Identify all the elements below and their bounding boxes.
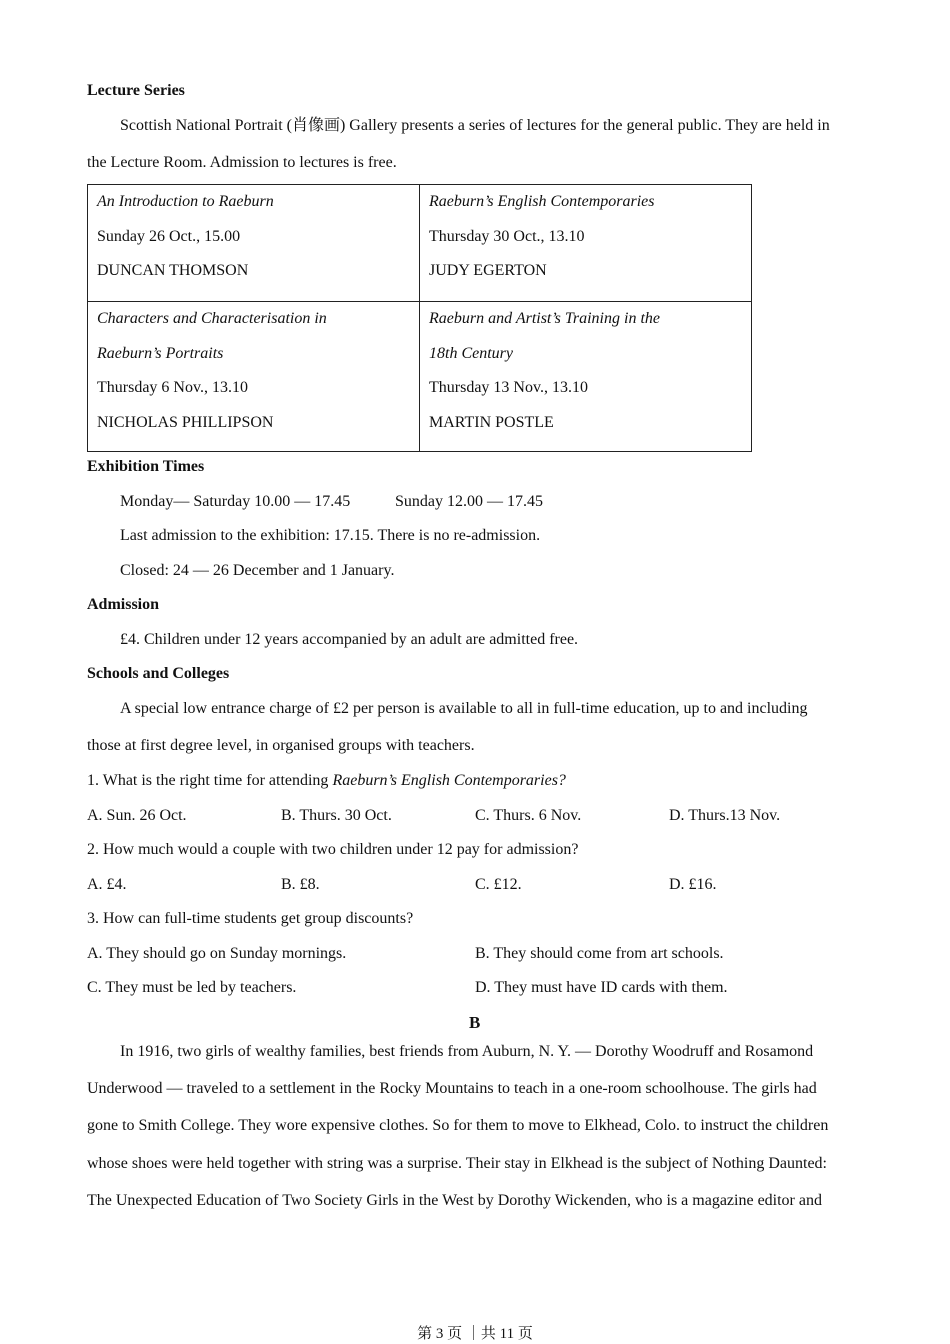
question-italic-title: Raeburn’s English Contemporaries? xyxy=(332,772,566,789)
q1-option-a: A. Sun. 26 Oct. xyxy=(87,807,187,824)
lecture-title: Raeburn’s English Contemporaries xyxy=(429,193,655,210)
section-b-line-3: gone to Smith College. They wore expensive clothes. So for them to move to Elkhead, Colo. to instruct the children xyxy=(87,1117,829,1134)
q2-option-b: B. £8. xyxy=(281,876,320,893)
lecture-cell xyxy=(420,302,752,452)
exhibition-times-heading: Exhibition Times xyxy=(87,458,205,475)
schools-line-2: those at first degree level, in organised groups with teachers. xyxy=(87,737,475,754)
lecture-intro-line-1: Scottish National Portrait (肖像画) Gallery presents a series of lectures for the general public. They are held in xyxy=(120,117,830,134)
section-b-line-2: Underwood — traveled to a settlement in the Rocky Mountains to teach in a one-room schoolhouse. The girls had xyxy=(87,1080,817,1097)
q3-option-c: C. They must be led by teachers. xyxy=(87,979,297,996)
question-1 xyxy=(87,771,566,791)
lecture-table-row xyxy=(88,185,752,302)
exhibition-closed: Closed: 24 — 26 December and 1 January. xyxy=(120,562,395,579)
q2-option-d: D. £16. xyxy=(669,876,717,893)
section-b-line-4: whose shoes were held together with string was a surprise. Their stay in Elkhead is the subject of Nothing Daunted: xyxy=(87,1155,827,1172)
q1-option-b: B. Thurs. 30 Oct. xyxy=(281,807,392,824)
lecture-title-cont: Raeburn’s Portraits xyxy=(97,344,224,362)
lecture-date: Thursday 30 Oct., 13.10 xyxy=(429,227,585,245)
exhibition-sunday-hours: Sunday 12.00 — 17.45 xyxy=(395,493,543,510)
question-3: 3. How can full-time students get group discounts? xyxy=(87,910,414,927)
exhibition-weekday-hours: Monday— Saturday 10.00 — 17.45 xyxy=(120,493,351,510)
question-text: 1. What is the right time for attending xyxy=(87,772,333,789)
lecture-cell xyxy=(88,302,420,452)
lecture-title: Raeburn and Artist’s Training in the xyxy=(429,310,660,327)
lecture-series-heading: Lecture Series xyxy=(87,82,185,99)
lecture-cell xyxy=(88,185,420,302)
lecture-date: Thursday 6 Nov., 13.10 xyxy=(97,379,248,396)
section-b-heading: B xyxy=(469,1013,481,1032)
q1-option-c: C. Thurs. 6 Nov. xyxy=(475,807,582,824)
exhibition-last-admission: Last admission to the exhibition: 17.15. There is no re-admission. xyxy=(120,527,541,544)
lecture-table-row xyxy=(88,302,752,452)
lecture-table xyxy=(87,184,752,452)
lecture-date: Sunday 26 Oct., 15.00 xyxy=(97,227,241,245)
lecture-speaker: NICHOLAS PHILLIPSON xyxy=(97,413,274,431)
q3-option-a: A. They should go on Sunday mornings. xyxy=(87,945,347,962)
admission-text: £4. Children under 12 years accompanied by an adult are admitted free. xyxy=(120,631,579,648)
q3-option-b: B. They should come from art schools. xyxy=(475,945,724,962)
lecture-speaker: MARTIN POSTLE xyxy=(429,413,554,431)
section-b-line-1: In 1916, two girls of wealthy families, best friends from Auburn, N. Y. — Dorothy Woodruff and Rosamond xyxy=(120,1043,814,1060)
question-2: 2. How much would a couple with two children under 12 pay for admission? xyxy=(87,841,579,858)
schools-heading: Schools and Colleges xyxy=(87,665,230,682)
page-footer: 第 3 页 ｜共 11 页 xyxy=(417,1326,533,1342)
section-b-line-5: The Unexpected Education of Two Society Girls in the West by Dorothy Wickenden, who is a magazine editor and xyxy=(87,1192,822,1209)
schools-line-1: A special low entrance charge of £2 per person is available to all in full-time education, up to and including xyxy=(120,700,808,717)
lecture-title-cont: 18th Century xyxy=(429,344,513,362)
q2-option-c: C. £12. xyxy=(475,876,522,893)
lecture-cell xyxy=(420,185,752,302)
q1-option-d: D. Thurs.13 Nov. xyxy=(669,807,781,824)
lecture-intro-line-2: the Lecture Room. Admission to lectures is free. xyxy=(87,154,397,171)
lecture-speaker: JUDY EGERTON xyxy=(429,262,547,279)
lecture-title: Characters and Characterisation in xyxy=(97,310,327,327)
q2-option-a: A. £4. xyxy=(87,876,127,893)
q3-option-d: D. They must have ID cards with them. xyxy=(475,979,728,996)
lecture-speaker: DUNCAN THOMSON xyxy=(97,262,249,279)
admission-heading: Admission xyxy=(87,596,160,613)
lecture-title: An Introduction to Raeburn xyxy=(97,193,274,210)
lecture-date: Thursday 13 Nov., 13.10 xyxy=(429,379,588,396)
